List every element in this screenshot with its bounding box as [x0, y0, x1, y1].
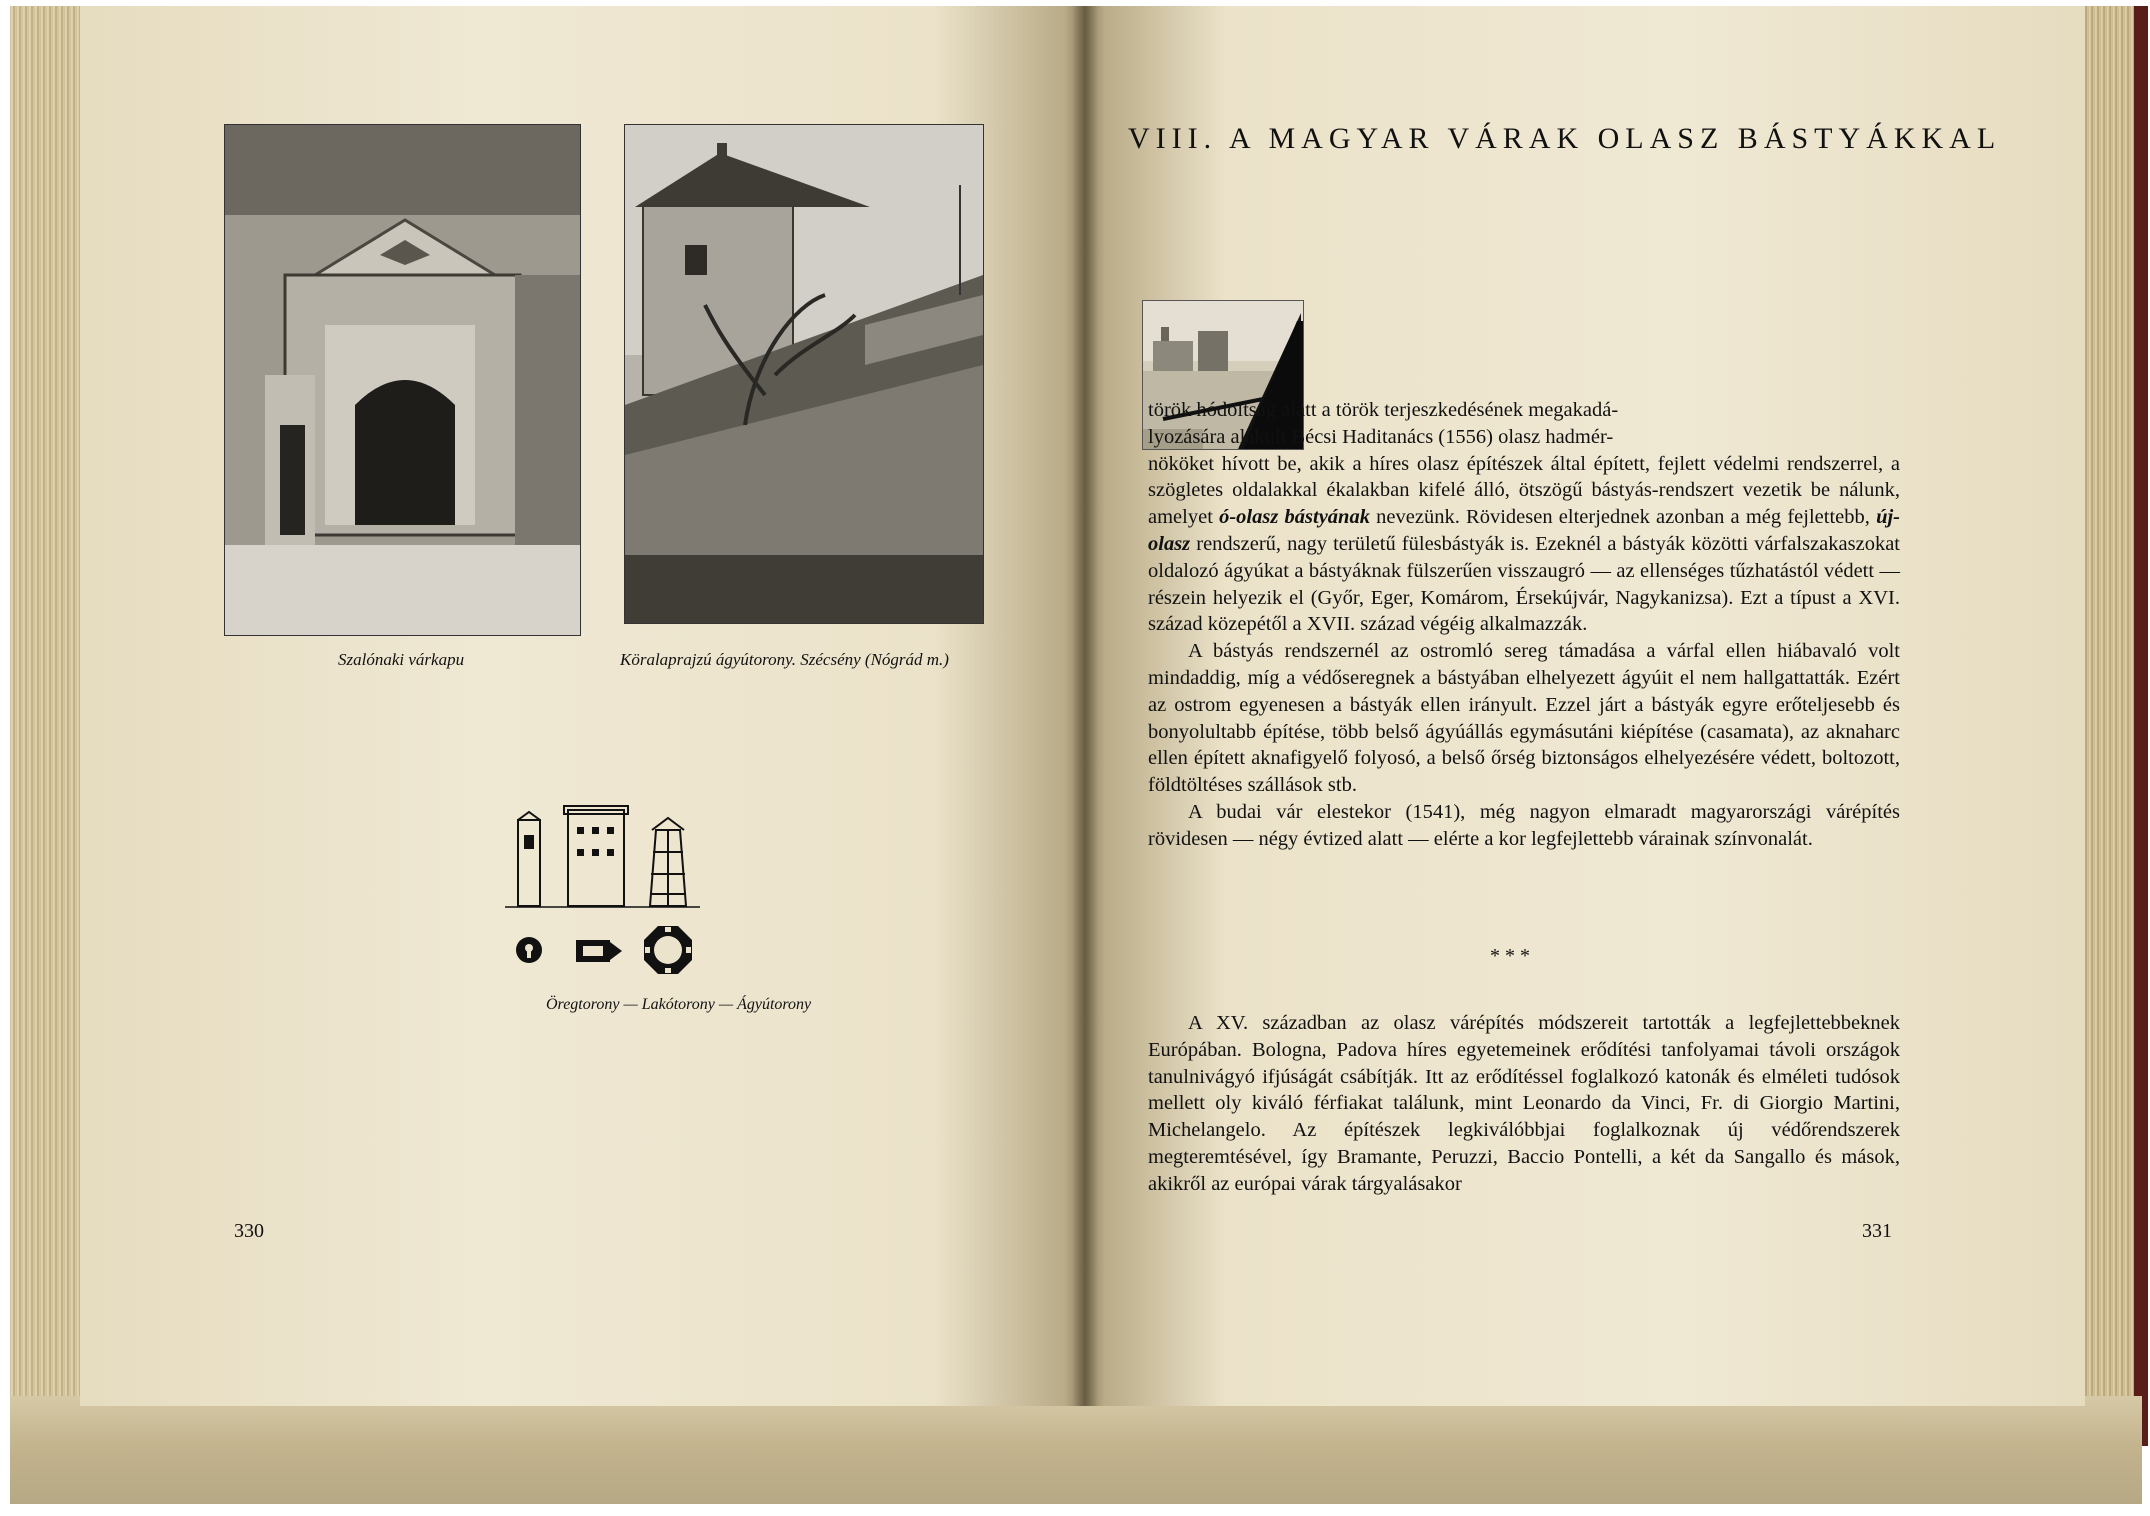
agyutorony-elevation [650, 818, 686, 906]
diagram-caption: Öregtorony — Lakótorony — Ágyútorony [546, 996, 812, 1013]
book-cover-edge [2134, 6, 2148, 1446]
term-o-olasz: ó-olasz bástyának [1219, 506, 1370, 529]
photo1-caption: Szalónaki várkapu [338, 650, 465, 669]
chapter-body [1148, 397, 1900, 853]
lakotorony-plan [576, 940, 622, 962]
paragraph-4: A XV. században az olasz várépítés módszereit tartották a legfejlettebbeknek Európában. Bologna, Padova híres egyetemeinek erődítési tanfolyamai távoli országok tanulnivágyó ifjúságát csábítják. Itt az erődítéssel foglalkozó katonák és elméleti tudósok mellett oly kiváló férfiakat találunk, mint Leonardo da Vinci, Fr. di Giorgio Martini, Michelangelo. Az építészek legkiválóbbjai foglalkoznak új védőrendszerek megteremtésével, így Bramante, Peruzzi, Baccio Pontelli, a két da Sangallo és mások, akikről az európai várak tárgyalásakor [1148, 1012, 1900, 1195]
table-surface [10, 1396, 2142, 1504]
szalonak-gate-photo [224, 124, 581, 636]
oregtorony-elevation [518, 812, 540, 906]
paragraph-2: A bástyás rendszernél az ostromló sereg támadása a várfal ellen hiábavaló volt mindaddig, míg a védőseregnek a bástyában elhelyezett ágyúit el nem hallgattatták. Ezért az ostrom egyenesen a bástyák ellen irányult. Ezzel járt a bástyák egyre erőteljesebb és bonyolultabb építése, több belső ágyúállás egymásutáni kiépítése (casamata), az aknaharc ellen épített aknafigyelő folyosó, a belső őrség biztonságos elhelyezésére védett, boltozott, földtöltéses szállások stb. [1148, 640, 1900, 797]
paragraph-1-text-a: nököket hívott be, akik a híres olasz építészek által épített, fejlett védelmi rendszerrel, a szögletes oldalakkal ékalakban kifelé álló, ötszögű bástyás-rendszert vezetik be nálunk, amelyet [1148, 452, 1900, 529]
tower-diagrams [500, 800, 740, 990]
first-paragraph-line-1: török hódoltság alatt a török terjeszkedésének megakadá- [1148, 399, 1619, 421]
term-uj-olasz: új-olasz [1148, 506, 1900, 555]
agyutorony-plan [644, 926, 692, 974]
left-page-edges [10, 6, 90, 1446]
szecseny-tower-photo [624, 124, 984, 624]
right-page-edges [2082, 6, 2142, 1446]
left-page-number: 330 [234, 1220, 264, 1242]
first-paragraph-rest [1148, 451, 1900, 639]
right-page-number: 331 [1862, 1220, 1892, 1242]
oregtorony-plan [516, 937, 542, 963]
photo2-caption: Köralaprajzú ágyútorony. Szécsény (Nógrád m.) [620, 650, 949, 669]
first-paragraph-line-2: lyozására alakult Bécsi Haditanács (1556) olasz hadmér- [1148, 425, 1614, 448]
chapter-title: VIII. A MAGYAR VÁRAK OLASZ BÁSTYÁKKAL [1128, 122, 2002, 155]
paragraph-3: A budai vár elestekor (1541), még nagyon elmaradt magyarországi várépítés rövidesen — négy évtized alatt — elérte a kor legfejlettebb várainak színvonalát. [1148, 800, 1900, 850]
section-separator: * * * [1490, 945, 1530, 967]
paragraph-1-text-b: nevezünk. Rövidesen elterjednek azonban a még fejlettebb, [1369, 506, 1877, 529]
paragraph-1-text-c: rendszerű, nagy területű fülesbástyák is. Ezeknél a bástyák közötti várfalszakaszokat oldalozó ágyúkat a bástyáknak fülszerűen visszaugró — az ellenséges tűzhatástól védett — részein helyezik el (Győr, Eger, Komárom, Érsekújvár, Nagykanizsa). Ezt a típust a XVI. század közepétől a XVII. század végéig alkalmazzák. [1148, 532, 1900, 636]
second-section [1148, 1010, 1900, 1198]
book-gutter [1072, 6, 1098, 1406]
lakotorony-elevation [564, 806, 628, 906]
